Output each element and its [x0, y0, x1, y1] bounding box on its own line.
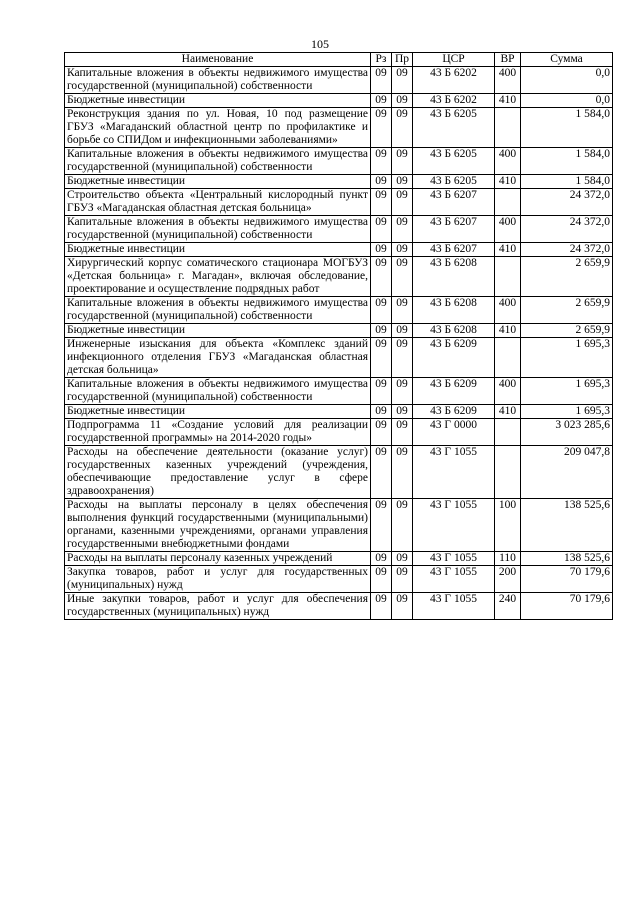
cell-sum: 70 179,6: [521, 566, 613, 593]
cell-name: Расходы на выплаты персоналу в целях обеспечения выполнения функций государственными (муниципальными) органами, казенными учреждениями, органами управления государственными внебюджетными фондами: [65, 499, 371, 552]
cell-name: Капитальные вложения в объекты недвижимого имущества государственной (муниципальной) собственности: [65, 297, 371, 324]
cell-rz: 09: [371, 297, 392, 324]
cell-sum: 1 584,0: [521, 148, 613, 175]
cell-pr: 09: [392, 552, 413, 566]
table-row: [65, 499, 613, 552]
table-row: [65, 405, 613, 419]
cell-name: Инженерные изыскания для объекта «Комплекс зданий инфекционного отделения ГБУЗ «Магаданская областная детская больница»: [65, 338, 371, 378]
cell-csr: 43 Б 6202: [413, 67, 495, 94]
header-pr: Пр: [392, 53, 413, 67]
cell-rz: 09: [371, 378, 392, 405]
cell-name: Бюджетные инвестиции: [65, 175, 371, 189]
cell-rz: 09: [371, 243, 392, 257]
cell-vr: 410: [495, 175, 521, 189]
cell-csr: 43 Б 6207: [413, 189, 495, 216]
cell-vr: 410: [495, 405, 521, 419]
cell-sum: 1 584,0: [521, 175, 613, 189]
cell-rz: 09: [371, 257, 392, 297]
table-row: [65, 338, 613, 378]
cell-csr: 43 Б 6208: [413, 324, 495, 338]
cell-rz: 09: [371, 108, 392, 148]
cell-sum: 70 179,6: [521, 593, 613, 620]
header-rz: Рз: [371, 53, 392, 67]
cell-pr: 09: [392, 243, 413, 257]
cell-vr: 400: [495, 297, 521, 324]
cell-pr: 09: [392, 419, 413, 446]
cell-csr: 43 Б 6207: [413, 216, 495, 243]
cell-rz: 09: [371, 593, 392, 620]
cell-rz: 09: [371, 94, 392, 108]
cell-pr: 09: [392, 324, 413, 338]
cell-name: Капитальные вложения в объекты недвижимого имущества государственной (муниципальной) собственности: [65, 216, 371, 243]
cell-sum: 3 023 285,6: [521, 419, 613, 446]
cell-csr: 43 Б 6202: [413, 94, 495, 108]
cell-csr: 43 Б 6209: [413, 378, 495, 405]
cell-vr: 200: [495, 566, 521, 593]
cell-pr: 09: [392, 94, 413, 108]
cell-sum: 1 584,0: [521, 108, 613, 148]
cell-vr: 410: [495, 243, 521, 257]
cell-rz: 09: [371, 175, 392, 189]
cell-vr: 110: [495, 552, 521, 566]
cell-vr: [495, 189, 521, 216]
cell-sum: 1 695,3: [521, 338, 613, 378]
cell-name: Бюджетные инвестиции: [65, 405, 371, 419]
cell-csr: 43 Б 6207: [413, 243, 495, 257]
cell-vr: 100: [495, 499, 521, 552]
header-sum: Сумма: [521, 53, 613, 67]
cell-pr: 09: [392, 297, 413, 324]
table-row: [65, 189, 613, 216]
cell-name: Капитальные вложения в объекты недвижимого имущества государственной (муниципальной) собственности: [65, 378, 371, 405]
header-csr: ЦСР: [413, 53, 495, 67]
cell-pr: 09: [392, 148, 413, 175]
cell-vr: 410: [495, 324, 521, 338]
cell-rz: 09: [371, 67, 392, 94]
table-row: [65, 566, 613, 593]
cell-name: Расходы на обеспечение деятельности (оказание услуг) государственных казенных учреждений (учреждения, обеспечивающие предоставление услуг в сфере здравоохранения): [65, 446, 371, 499]
header-name: Наименование: [65, 53, 371, 67]
table-row: [65, 257, 613, 297]
table-row: [65, 216, 613, 243]
cell-pr: 09: [392, 499, 413, 552]
cell-name: Хирургический корпус соматического стационара МОГБУЗ «Детская больница» г. Магадан», включая обследование, проектирование и осуществление подрядных работ: [65, 257, 371, 297]
cell-csr: 43 Б 6208: [413, 297, 495, 324]
cell-name: Бюджетные инвестиции: [65, 243, 371, 257]
table-row: [65, 378, 613, 405]
cell-csr: 43 Б 6205: [413, 148, 495, 175]
cell-name: Капитальные вложения в объекты недвижимого имущества государственной (муниципальной) собственности: [65, 148, 371, 175]
cell-sum: 209 047,8: [521, 446, 613, 499]
cell-sum: 2 659,9: [521, 297, 613, 324]
cell-pr: 09: [392, 175, 413, 189]
cell-rz: 09: [371, 552, 392, 566]
cell-rz: 09: [371, 148, 392, 175]
header-vr: ВР: [495, 53, 521, 67]
cell-name: Иные закупки товаров, работ и услуг для обеспечения государственных (муниципальных) нужд: [65, 593, 371, 620]
cell-csr: 43 Г 1055: [413, 552, 495, 566]
cell-name: Бюджетные инвестиции: [65, 94, 371, 108]
table-row: [65, 67, 613, 94]
cell-sum: 1 695,3: [521, 378, 613, 405]
page-number: 105: [311, 37, 329, 51]
table-row: [65, 94, 613, 108]
cell-vr: 400: [495, 148, 521, 175]
cell-sum: 138 525,6: [521, 499, 613, 552]
cell-name: Строительство объекта «Центральный кислородный пункт ГБУЗ «Магаданская областная детская больница»: [65, 189, 371, 216]
table-row: [65, 593, 613, 620]
table-row: [65, 324, 613, 338]
cell-rz: 09: [371, 566, 392, 593]
cell-rz: 09: [371, 324, 392, 338]
cell-csr: 43 Г 1055: [413, 446, 495, 499]
cell-csr: 43 Б 6209: [413, 338, 495, 378]
cell-pr: 09: [392, 189, 413, 216]
table-row: [65, 108, 613, 148]
cell-csr: 43 Б 6208: [413, 257, 495, 297]
cell-csr: 43 Г 1055: [413, 499, 495, 552]
cell-pr: 09: [392, 405, 413, 419]
cell-pr: 09: [392, 338, 413, 378]
cell-csr: 43 Г 1055: [413, 593, 495, 620]
cell-pr: 09: [392, 593, 413, 620]
cell-name: Реконструкция здания по ул. Новая, 10 под размещение ГБУЗ «Магаданский областной центр по профилактике и борьбе со СПИДом и инфекционными заболеваниями»: [65, 108, 371, 148]
cell-pr: 09: [392, 216, 413, 243]
cell-name: Капитальные вложения в объекты недвижимого имущества государственной (муниципальной) собственности: [65, 67, 371, 94]
table-row: [65, 419, 613, 446]
cell-name: Закупка товаров, работ и услуг для государственных (муниципальных) нужд: [65, 566, 371, 593]
cell-sum: 2 659,9: [521, 324, 613, 338]
cell-name: Бюджетные инвестиции: [65, 324, 371, 338]
cell-sum: 24 372,0: [521, 189, 613, 216]
cell-csr: 43 Г 0000: [413, 419, 495, 446]
cell-vr: 240: [495, 593, 521, 620]
table-row: [65, 243, 613, 257]
cell-rz: 09: [371, 419, 392, 446]
cell-rz: 09: [371, 405, 392, 419]
cell-vr: [495, 338, 521, 378]
cell-vr: [495, 257, 521, 297]
cell-sum: 1 695,3: [521, 405, 613, 419]
cell-rz: 09: [371, 189, 392, 216]
cell-csr: 43 Б 6205: [413, 108, 495, 148]
cell-name: Расходы на выплаты персоналу казенных учреждений: [65, 552, 371, 566]
cell-sum: 0,0: [521, 94, 613, 108]
cell-vr: 400: [495, 378, 521, 405]
budget-table: [64, 52, 613, 620]
table-row: [65, 297, 613, 324]
cell-vr: [495, 446, 521, 499]
cell-vr: 400: [495, 216, 521, 243]
cell-vr: 400: [495, 67, 521, 94]
cell-sum: 24 372,0: [521, 216, 613, 243]
table-row: [65, 175, 613, 189]
cell-sum: 24 372,0: [521, 243, 613, 257]
cell-csr: 43 Г 1055: [413, 566, 495, 593]
cell-pr: 09: [392, 378, 413, 405]
cell-csr: 43 Б 6205: [413, 175, 495, 189]
cell-sum: 0,0: [521, 67, 613, 94]
table-header-row: [65, 53, 613, 67]
cell-pr: 09: [392, 566, 413, 593]
table-row: [65, 552, 613, 566]
table-row: [65, 446, 613, 499]
cell-rz: 09: [371, 446, 392, 499]
cell-pr: 09: [392, 446, 413, 499]
cell-pr: 09: [392, 67, 413, 94]
cell-vr: [495, 108, 521, 148]
cell-pr: 09: [392, 257, 413, 297]
cell-vr: [495, 419, 521, 446]
cell-rz: 09: [371, 499, 392, 552]
cell-vr: 410: [495, 94, 521, 108]
cell-csr: 43 Б 6209: [413, 405, 495, 419]
cell-sum: 138 525,6: [521, 552, 613, 566]
cell-pr: 09: [392, 108, 413, 148]
cell-name: Подпрограмма 11 «Создание условий для реализации государственной программы» на 2014-2020 годы»: [65, 419, 371, 446]
cell-rz: 09: [371, 216, 392, 243]
cell-sum: 2 659,9: [521, 257, 613, 297]
cell-rz: 09: [371, 338, 392, 378]
table-row: [65, 148, 613, 175]
